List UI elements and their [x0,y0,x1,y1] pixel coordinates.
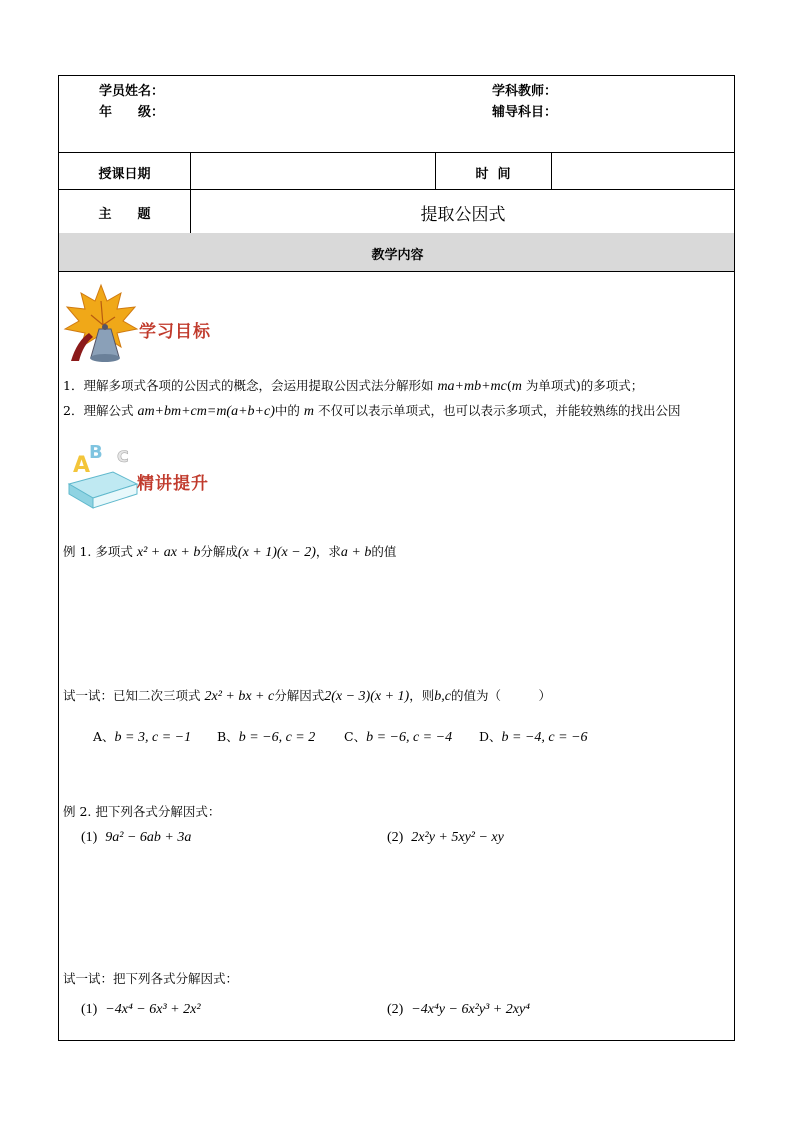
example-1-label: 例 1. 多项式 [63,544,137,559]
example-1-end: 的值 [371,544,397,559]
teacher-label: 学科教师： [492,84,558,99]
goal-2-mid: 中的 [274,403,304,418]
example-1-mid: 分解成 [200,544,238,559]
goal-2-text: 2．理解公式 [63,403,138,418]
example-1-tail: ，求 [315,544,341,559]
goal-1-variable: m [511,379,522,394]
try-2-q2-number: (2) [387,1002,404,1017]
example-2-q2-expr: 2x²y + 5xy² − xy [411,830,504,845]
abc-book-icon [65,438,141,514]
divider [59,271,734,272]
example-2-q1 [81,829,191,846]
option-b-label: B、 [217,729,239,744]
try-2-q1-number: (1) [81,1002,98,1017]
example-2-q1-expr: 9a² − 6ab + 3a [105,830,192,845]
option-a-label: A、 [93,729,115,744]
goals-badge-title: 学习目标 [139,322,211,342]
divider [59,189,734,190]
try-2-q2 [387,1001,530,1018]
option-d-label: D、 [479,729,502,744]
example-1 [63,542,396,561]
try-2-q2-expr: −4x⁴y − 6x²y³ + 2xy⁴ [411,1002,531,1017]
topic-label: 主 题 [98,207,151,222]
option-b [217,727,315,746]
option-c-label: C、 [344,729,367,744]
letter-a: A [73,453,91,478]
option-c-expr: b = −6, c = −4 [366,730,453,745]
student-name-label: 学员姓名： [99,84,165,99]
example-2-q2 [387,829,504,846]
goal-2 [63,401,680,420]
try-1-polynomial: 2x² + bx + c [204,689,275,704]
grade-label: 年 级： [99,105,165,120]
date-label: 授课日期 [98,167,151,182]
try-1-end: 的值为（ ） [450,688,551,703]
goal-2-variable: m [303,404,314,419]
letter-b: B [89,442,103,463]
try-2-q1-expr: −4x⁴ − 6x³ + 2x² [105,1002,201,1017]
goal-1-formula: ma+mb+mc [437,379,507,394]
letter-c: C [117,447,129,466]
try-1-factored: 2(x − 3)(x + 1) [324,689,410,704]
example-1-polynomial: x² + ax + b [136,545,201,560]
goal-1-tail: 为单项式)的多项式； [521,378,644,393]
goal-1 [63,376,643,395]
example-2-q2-number: (2) [387,830,404,845]
goal-2-tail: 不仅可以表示单项式，也可以表示多项式，并能较熟练的找出公因 [313,403,681,418]
option-d-expr: b = −4, c = −6 [501,730,588,745]
goal-1-paren: ( [506,378,512,393]
example-1-factored: (x + 1)(x − 2) [237,545,316,560]
example-2-prompt: 例 2. 把下列各式分解因式： [63,804,221,819]
try-1-label: 试一试：已知二次三项式 [63,688,205,703]
content-label: 教学内容 [371,248,424,263]
lesson-plan-table [58,75,735,1041]
try-1 [63,686,551,705]
option-b-expr: b = −6, c = 2 [238,730,316,745]
try-2-q1 [81,1001,201,1018]
option-a-expr: b = 3, c = −1 [114,730,192,745]
example-2-q1-number: (1) [81,830,98,845]
subject-label: 辅导科目： [492,105,558,120]
maple-leaf-bell-icon [63,281,141,363]
topic-value: 提取公因式 [420,205,506,225]
time-label: 时 间 [475,167,511,182]
divider [551,152,552,189]
goal-2-formula: am+bm+cm=m(a+b+c) [137,404,275,419]
option-a [93,727,191,746]
option-c [344,727,452,746]
option-d [479,727,588,746]
try-1-vars: b,c [434,689,451,704]
lecture-badge-title: 精讲提升 [137,474,209,494]
goal-1-text: 1．理解多项式各项的公因式的概念，会运用提取公因式法分解形如 [63,378,438,393]
try-2-prompt: 试一试：把下列各式分解因式： [63,971,239,986]
try-1-tail: ，则 [409,688,435,703]
try-1-mid: 分解因式 [274,688,325,703]
example-1-target: a + b [340,545,372,560]
divider [59,152,734,153]
